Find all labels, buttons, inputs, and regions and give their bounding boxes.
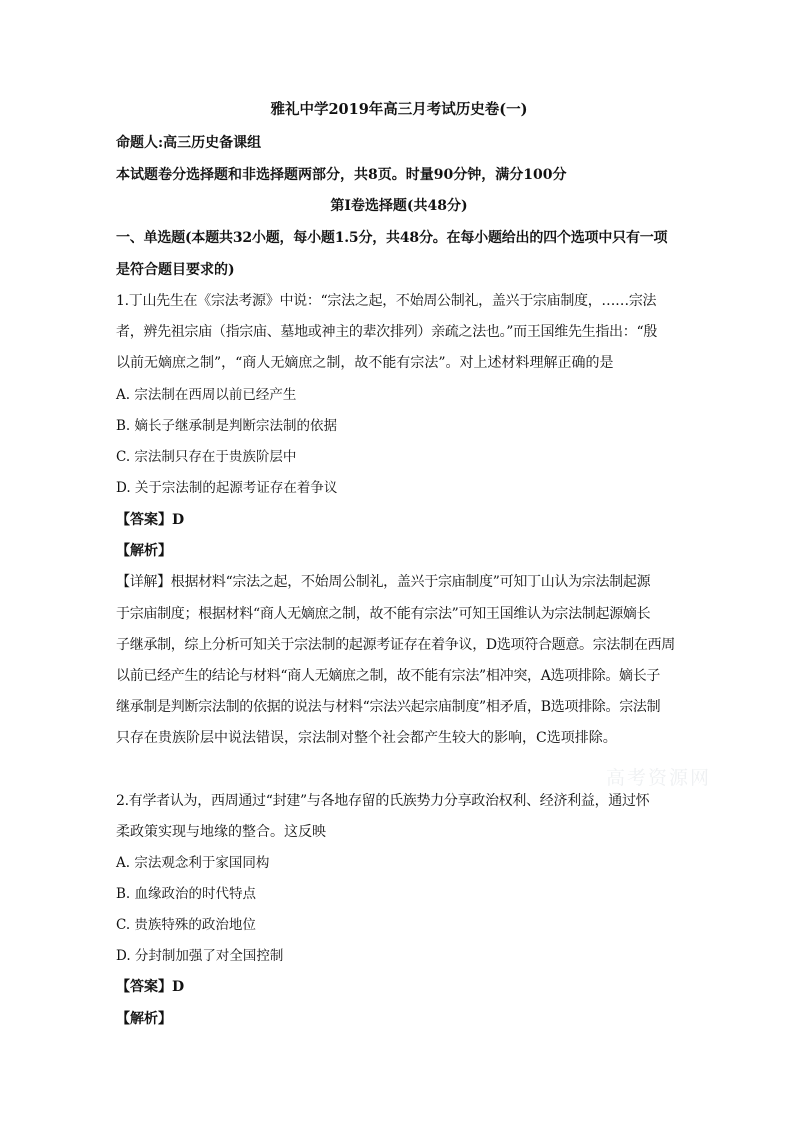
q2-answer: 【答案】D <box>116 979 185 995</box>
q2-option-d: D. 分封制加强了对全国控制 <box>116 948 284 964</box>
q1-detail-line-1: 【详解】根据材料“宗法之起，不始周公制礼，盖兴于宗庙制度”可知丁山认为宗法制起源 <box>116 574 651 590</box>
q1-analysis-label: 【解析】 <box>116 543 172 559</box>
exam-info: 本试题卷分选择题和非选择题两部分，共8页。时量90分钟，满分100分 <box>116 167 567 183</box>
q2-stem-line-2: 柔政策实现与地缘的整合。这反映 <box>116 824 326 840</box>
q1-option-d: D. 关于宗法制的起源考证存在着争议 <box>116 480 338 496</box>
q1-stem-line-2: 者，辨先祖宗庙（指宗庙、墓地或神主的辈次排列）亲疏之法也。”而王国维先生指出：“殷 <box>116 324 658 340</box>
section-instruction-line-2: 是符合题目要求的) <box>116 262 235 278</box>
q1-answer: 【答案】D <box>116 512 185 528</box>
q1-stem-line-1: 1.丁山先生在《宗法考源》中说：“宗法之起，不始周公制礼，盖兴于宗庙制度，……宗法 <box>116 293 657 309</box>
q2-option-a: A. 宗法观念利于家国同构 <box>116 855 270 871</box>
q1-detail-line-3: 子继承制，综上分析可知关于宗法制的起源考证存在着争议，D选项符合题意。宗法制在西周 <box>116 637 675 653</box>
q1-detail-line-6: 只存在贵族阶层中说法错误，宗法制对整个社会都产生较大的影响，C选项排除。 <box>116 730 617 746</box>
watermark: 高考资源网 <box>606 767 712 789</box>
section-title: 第Ⅰ卷选择题(共48分) <box>330 198 468 214</box>
q1-detail-line-5: 继承制是判断宗法制的依据的说法与材料“宗法兴起宗庙制度”相矛盾，B选项排除。宗法制 <box>116 699 661 715</box>
exam-title: 雅礼中学2019年高三月考试历史卷(一) <box>270 101 528 118</box>
q1-detail-line-2: 于宗庙制度；根据材料“商人无嫡庶之制，故不能有宗法”可知王国维认为宗法制起源嫡长 <box>116 606 651 622</box>
section-instruction-line-1: 一、单选题(本题共32小题，每小题1.5分，共48分。在每小题给出的四个选项中只有一项 <box>116 230 668 246</box>
q2-stem-line-1: 2.有学者认为，西周通过“封建”与各地存留的氏族势力分享政治权利、经济利益，通过怀 <box>116 793 650 809</box>
exam-author: 命题人:高三历史备课组 <box>116 135 262 151</box>
q1-option-b: B. 嫡长子继承制是判断宗法制的依据 <box>116 418 338 434</box>
q1-stem-line-3: 以前无嫡庶之制”，“商人无嫡庶之制，故不能有宗法”。对上述材料理解正确的是 <box>116 355 614 371</box>
q2-option-c: C. 贵族特殊的政治地位 <box>116 917 256 933</box>
q1-detail-line-4: 以前已经产生的结论与材料“商人无嫡庶之制，故不能有宗法”相冲突，A选项排除。嫡长子 <box>116 668 661 684</box>
q1-option-a: A. 宗法制在西周以前已经产生 <box>116 387 297 403</box>
q2-analysis-label: 【解析】 <box>116 1011 172 1027</box>
q2-option-b: B. 血缘政治的时代特点 <box>116 886 257 902</box>
q1-option-c: C. 宗法制只存在于贵族阶层中 <box>116 449 297 465</box>
